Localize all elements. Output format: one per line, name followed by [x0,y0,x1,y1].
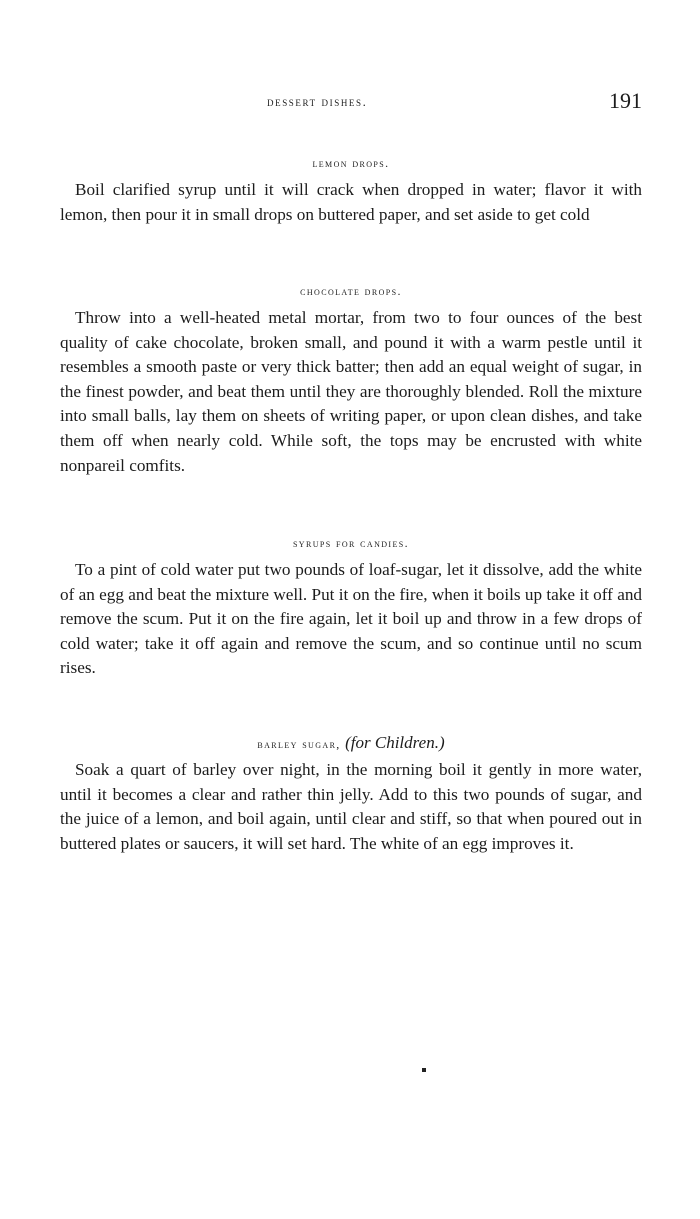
recipe-syrups-for-candies [60,532,642,681]
recipe-body: To a pint of cold water put two pounds of loaf-sugar, let it dissolve, add the white of an egg and beat the mixture well. Put it on the fire, when it boils up take it off and remove the scum. Put it on the fire again, let it boil up and throw in a few drops of cold water; take it off again and remove the scum, and so continue until no scum rises. [60,560,643,678]
recipe-heading [60,532,642,554]
recipe-title: barley sugar, [257,737,341,751]
recipe-heading [60,732,642,754]
recipe-body: Throw into a well-heated metal mortar, from two to four ounces of the best quality of cake chocolate, broken small, and pound it with a warm pestle until it resembles a smooth paste or very thick batter; then add an equal weight of sugar, in the finest powder, and beat them until they are thoroughly blended. Roll the mixture into small balls, lay them on sheets of writing paper, or upon clean dishes, and take them off when nearly cold. While soft, the tops may be encrusted with white nonpareil comfits. [60,308,642,475]
running-title: dessert dishes. [267,94,368,109]
recipe-chocolate-drops [60,280,642,478]
recipe-heading [60,280,642,302]
recipe-title: chocolate drops. [300,284,402,298]
page-number: 191 [609,88,642,113]
recipe-lemon-drops [60,152,642,227]
running-head [60,88,642,118]
print-speck [422,1068,426,1072]
recipe-heading [60,152,642,174]
recipe-title: syrups for candies. [292,536,410,550]
recipe-barley-sugar [60,732,642,856]
recipe-title: lemon drops. [312,156,390,170]
recipe-body: Soak a quart of barley over night, in the morning boil it gently in more water, until it becomes a clear and rather thin jelly. Add to this two pounds of sugar, and the juice of a lemon, and boil again, until clear and stiff, so that when poured out in buttered plates or saucers, it will set hard. The white of an egg improves it. [60,760,642,853]
book-page [60,0,642,1219]
recipe-body: Boil clarified syrup until it will crack when dropped in water; flavor it with lemon, then pour it in small drops on buttered paper, and set aside to get cold [60,180,642,224]
recipe-heading-note: (for Children.) [345,733,445,752]
